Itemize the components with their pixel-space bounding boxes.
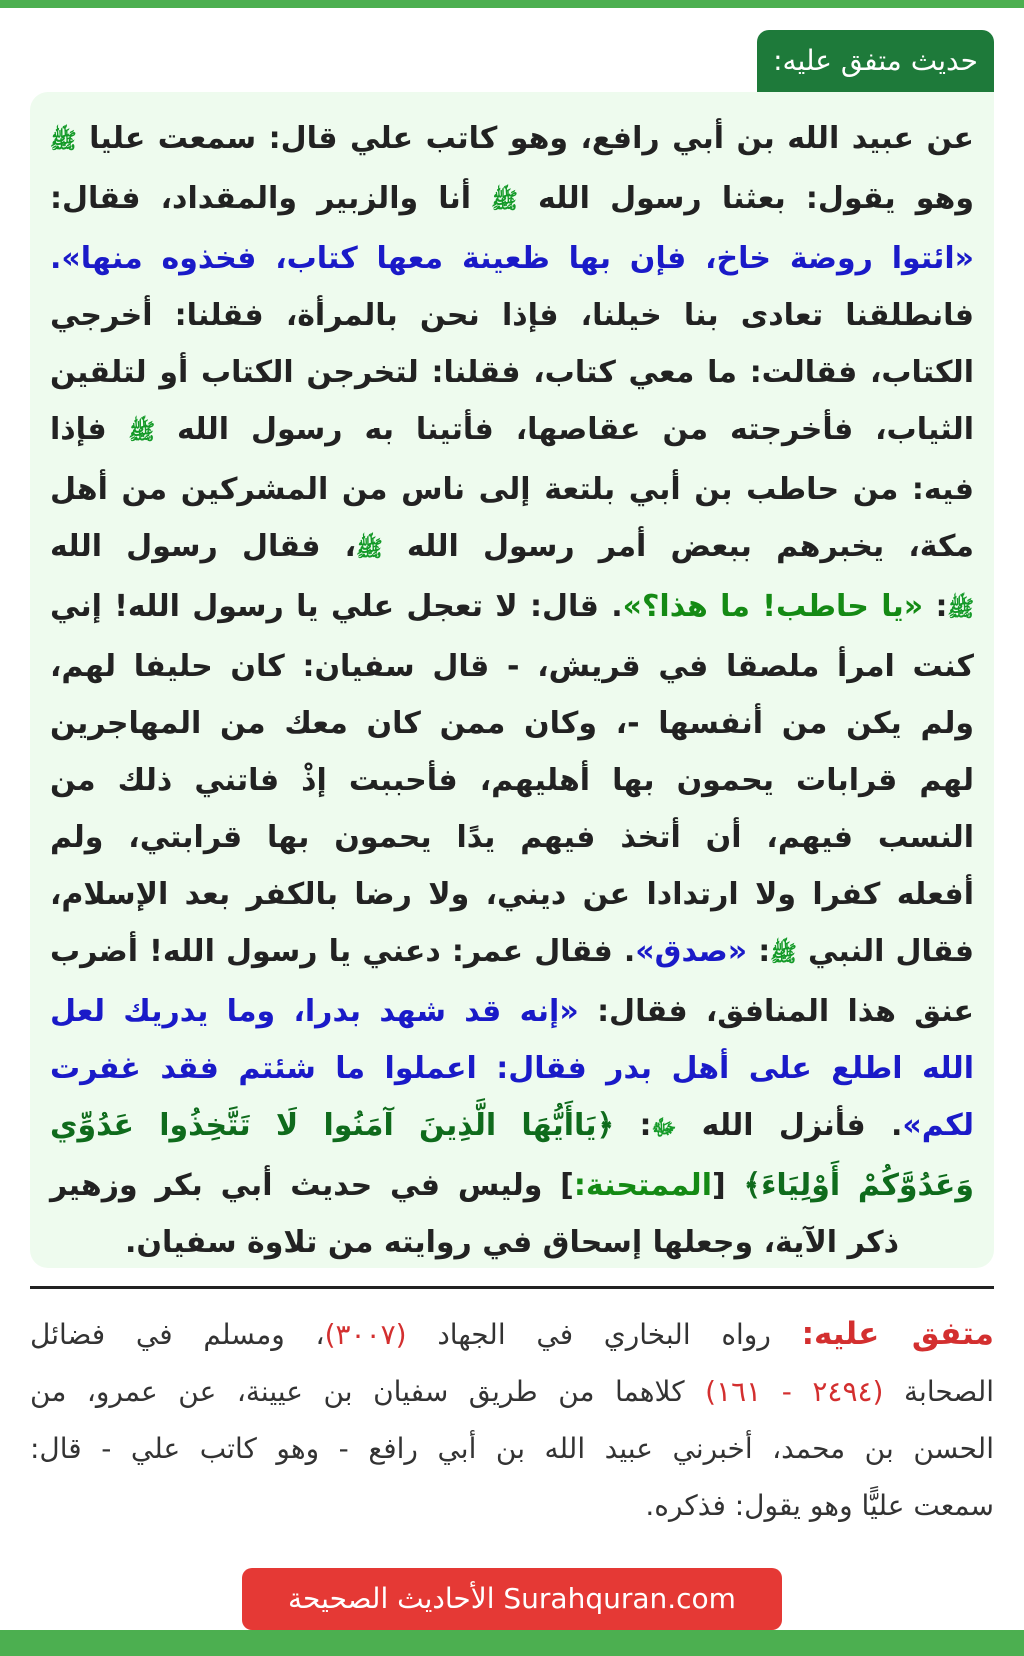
takhrij-line: الحسن بن محمد، أخبرني عبيد الله بن أبي رافع - وهو كاتب علي - قال: (30, 1432, 994, 1465)
prophet-quote: «يا حاطب! ما هذا؟» (622, 589, 924, 624)
hadith-line: ذكر الآية، وجعلها إسحاق في روايته من تلاوة سفيان. (124, 1225, 900, 1260)
top-accent-bar (0, 0, 1024, 8)
salawat-icon: ﷺ (356, 537, 383, 562)
takhrij-line: متفق عليه: رواه البخاري في الجهاد (٣٠٠٧)، ومسلم في فضائل (30, 1316, 994, 1352)
hadith-line: وهو يقول: بعثنا رسول الله ﷺ أنا والزبير والمقداد، فقال: (50, 181, 974, 216)
prophet-quote: «صدق» (635, 934, 748, 969)
salawat-icon: ﷺ (128, 420, 156, 445)
surah-reference: الممتحنة: (573, 1168, 712, 1203)
hadith-line: الثياب، فأخرجته من عقاصها، فأتينا به رسول الله ﷺ فإذا (50, 412, 974, 447)
prophet-speech-line: «ائتوا روضة خاخ، فإن بها ظعينة معها كتاب، فخذوه منها». (50, 241, 974, 276)
hadith-text-box (30, 92, 994, 1268)
hadith-number: (٣٠٠٧) (324, 1318, 407, 1351)
hadith-line: وَعَدُوَّكُمْ أَوْلِيَاءَ﴾ [الممتحنة:] وليس في حديث أبي بكر وزهير (50, 1168, 975, 1203)
takhrij-section (30, 1306, 994, 1534)
salawat-icon: ﷺ (50, 129, 77, 154)
takhrij-line: سمعت عليًّا وهو يقول: فذكره. (645, 1489, 994, 1522)
salawat-icon: ﷺ (947, 597, 975, 622)
hadith-line: لكم». فأنزل الله ﷻ: ﴿يَاأَيُّهَا الَّذِينَ آمَنُوا لَا تَتَّخِذُوا عَدُوِّي (50, 1108, 974, 1143)
hadith-line: أفعله كفرا ولا ارتدادا عن ديني، ولا رضا بالكفر بعد الإسلام، (50, 877, 974, 912)
prophet-quote: «إنه قد شهد بدرا، وما يدريك لعل (50, 994, 579, 1029)
hadith-number: (٢٤٩٤ - ١٦١) (705, 1375, 884, 1408)
bottom-accent-bar (0, 1630, 1024, 1656)
hadith-line: النسب فيهم، أن أتخذ فيهم يدًا يحمون بها قرابتي، ولم (50, 820, 974, 855)
hadith-line: مكة، يخبرهم ببعض أمر رسول الله ﷺ، فقال رسول الله (50, 529, 974, 564)
hadith-line: الكتاب، فقالت: ما معي كتاب، فقلنا: لتخرجن الكتاب أو لتلقين (50, 355, 974, 390)
prophet-speech-line: الله اطلع على أهل بدر فقال: اعملوا ما شئتم فقد غفرت (50, 1051, 974, 1086)
divider (30, 1286, 994, 1289)
quran-verse: وَعَدُوَّكُمْ أَوْلِيَاءَ﴾ (743, 1168, 975, 1203)
takhrij-line: الصحابة (٢٤٩٤ - ١٦١) كلاهما من طريق سفيان بن عيينة، عن عمرو، من (30, 1375, 995, 1408)
hadith-line: فانطلقنا تعادى بنا خيلنا، فإذا نحن بالمرأة، فقلنا: أخرجي (50, 298, 974, 333)
hadith-type-tag: حديث متفق عليه: (757, 30, 994, 92)
salawat-icon: ﷺ (770, 942, 797, 967)
hadith-line: فيه: من حاطب بن أبي بلتعة إلى ناس من المشركين من أهل (50, 472, 974, 507)
hadith-line: عنق هذا المنافق، فقال: «إنه قد شهد بدرا، وما يدريك لعل (50, 994, 974, 1029)
hadith-line: كنت امرأ ملصقا في قريش، - قال سفيان: كان حليفا لهم، (50, 649, 974, 684)
hadith-line: عن عبيد الله بن أبي رافع، وهو كاتب علي قال: سمعت عليا ﷺ (50, 121, 974, 156)
hadith-line: ﷺ: «يا حاطب! ما هذا؟». قال: لا تعجل علي يا رسول الله! إني (50, 589, 975, 624)
salawat-icon: ﷺ (491, 189, 518, 214)
hadith-line: لهم قرابات يحمون بها أهليهم، فأحببت إذْ فاتني ذلك من (50, 763, 974, 798)
hadith-line: فقال النبي ﷺ: «صدق». فقال عمر: دعني يا رسول الله! أضرب (50, 934, 974, 969)
quran-verse: ﴿يَاأَيُّهَا الَّذِينَ آمَنُوا لَا تَتَّخِذُوا عَدُوِّي (50, 1108, 615, 1143)
hadith-line: ولم يكن من أنفسها -، وكان ممن كان معك من المهاجرين (50, 706, 974, 741)
jalla-icon: ﷻ (651, 1116, 677, 1141)
takhrij-label: متفق عليه: (801, 1316, 994, 1352)
prophet-quote: لكم» (902, 1108, 974, 1143)
site-badge[interactable]: الأحاديث الصحيحة Surahquran.com (242, 1568, 782, 1630)
